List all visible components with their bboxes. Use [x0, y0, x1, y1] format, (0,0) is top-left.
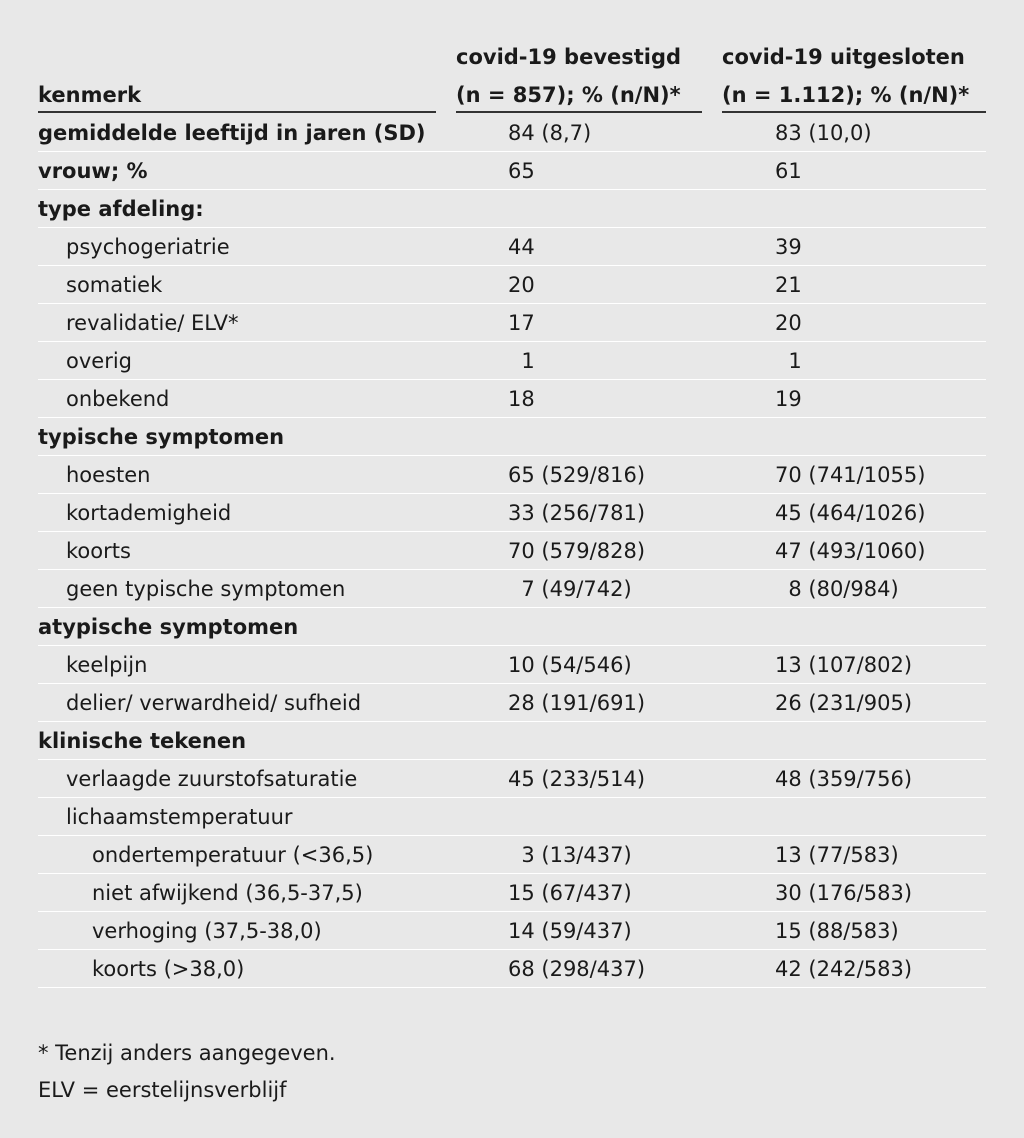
- row-label: niet afwijkend (36,5-37,5): [92, 881, 363, 905]
- table-header: [0, 0, 1024, 114]
- table-row: [0, 836, 1024, 874]
- table-row: [0, 874, 1024, 912]
- row-label: revalidatie/ ELV*: [66, 311, 239, 335]
- cell-bevestigd: 15 (67/437): [508, 881, 632, 905]
- table-row: [0, 646, 1024, 684]
- row-label: hoesten: [66, 463, 151, 487]
- table-row: [0, 950, 1024, 988]
- cell-uitgesloten: 70 (741/1055): [775, 463, 926, 487]
- row-section-label: atypische symptomen: [38, 615, 299, 639]
- row-section-label: gemiddelde leeftijd in jaren (SD): [38, 121, 426, 145]
- cell-uitgesloten: 30 (176/583): [775, 881, 913, 905]
- cell-uitgesloten: 42 (242/583): [775, 957, 913, 981]
- cell-uitgesloten: 13 (107/802): [775, 653, 913, 677]
- table-row: [0, 456, 1024, 494]
- table-row: [0, 152, 1024, 190]
- row-section-label: type afdeling:: [38, 197, 204, 221]
- cell-uitgesloten: 48 (359/756): [775, 767, 913, 791]
- row-label: verhoging (37,5-38,0): [92, 919, 322, 943]
- cell-uitgesloten: 1: [775, 349, 802, 373]
- table-row: [0, 190, 1024, 228]
- row-label: koorts (>38,0): [92, 957, 245, 981]
- cell-bevestigd: 1: [508, 349, 535, 373]
- cell-bevestigd: 3 (13/437): [508, 843, 632, 867]
- cell-bevestigd: 65: [508, 159, 535, 183]
- cell-uitgesloten: 8 (80/984): [775, 577, 899, 601]
- table-row: [0, 570, 1024, 608]
- header-col2-line2: (n = 1.112); % (n/N)*: [722, 83, 970, 107]
- header-rule-col1: [456, 111, 702, 113]
- header-rule-kenmerk: [38, 111, 436, 113]
- row-section-label: typische symptomen: [38, 425, 285, 449]
- table-row: [0, 608, 1024, 646]
- header-col-uitgesloten: [722, 38, 969, 114]
- cell-bevestigd: 17: [508, 311, 535, 335]
- header-kenmerk-label: kenmerk: [38, 83, 142, 107]
- cell-bevestigd: 18: [508, 387, 535, 411]
- table-row: [0, 304, 1024, 342]
- cell-uitgesloten: 47 (493/1060): [775, 539, 926, 563]
- row-label: lichaamstemperatuur: [66, 805, 293, 829]
- table-row: [0, 380, 1024, 418]
- cell-uitgesloten: 19: [775, 387, 802, 411]
- cell-bevestigd: 70 (579/828): [508, 539, 646, 563]
- row-section-label: vrouw; %: [38, 159, 148, 183]
- cell-uitgesloten: 13 (77/583): [775, 843, 899, 867]
- cell-bevestigd: 33 (256/781): [508, 501, 646, 525]
- cell-bevestigd: 14 (59/437): [508, 919, 632, 943]
- row-label: delier/ verwardheid/ sufheid: [66, 691, 362, 715]
- cell-uitgesloten: 61: [775, 159, 802, 183]
- cell-uitgesloten: 45 (464/1026): [775, 501, 926, 525]
- table-body: [0, 114, 1024, 988]
- cell-bevestigd: 45 (233/514): [508, 767, 646, 791]
- row-label: keelpijn: [66, 653, 148, 677]
- cell-uitgesloten: 39: [775, 235, 802, 259]
- row-label: overig: [66, 349, 132, 373]
- row-label: ondertemperatuur (<36,5): [92, 843, 374, 867]
- header-rule-col2: [722, 111, 986, 113]
- table-row: [0, 418, 1024, 456]
- footnote-tenzij: * Tenzij anders aangegeven.: [38, 1041, 336, 1065]
- cell-bevestigd: 7 (49/742): [508, 577, 632, 601]
- cell-bevestigd: 28 (191/691): [508, 691, 646, 715]
- cell-bevestigd: 84 (8,7): [508, 121, 592, 145]
- cell-bevestigd: 68 (298/437): [508, 957, 646, 981]
- cell-bevestigd: 44: [508, 235, 535, 259]
- row-divider: [38, 987, 986, 988]
- footnote-elv: ELV = eerstelijnsverblijf: [38, 1078, 287, 1102]
- cell-uitgesloten: 26 (231/905): [775, 691, 913, 715]
- table-row: [0, 532, 1024, 570]
- table-row: [0, 722, 1024, 760]
- header-col2-line1: covid-19 uitgesloten: [722, 45, 965, 69]
- header-col-bevestigd: [456, 38, 681, 114]
- table-row: [0, 114, 1024, 152]
- cell-uitgesloten: 21: [775, 273, 802, 297]
- cell-bevestigd: 20: [508, 273, 535, 297]
- row-label: verlaagde zuurstofsaturatie: [66, 767, 358, 791]
- row-label: psychogeriatrie: [66, 235, 230, 259]
- table-row: [0, 684, 1024, 722]
- header-kenmerk: [38, 76, 141, 114]
- row-label: kortademigheid: [66, 501, 232, 525]
- table-row: [0, 798, 1024, 836]
- row-label: onbekend: [66, 387, 170, 411]
- table-row: [0, 228, 1024, 266]
- cell-uitgesloten: 20: [775, 311, 802, 335]
- table-row: [0, 342, 1024, 380]
- row-label: koorts: [66, 539, 131, 563]
- header-col1-line2: (n = 857); % (n/N)*: [456, 83, 681, 107]
- row-label: somatiek: [66, 273, 163, 297]
- table-row: [0, 266, 1024, 304]
- table-row: [0, 912, 1024, 950]
- row-section-label: klinische tekenen: [38, 729, 247, 753]
- cell-uitgesloten: 15 (88/583): [775, 919, 899, 943]
- cell-bevestigd: 65 (529/816): [508, 463, 646, 487]
- table-row: [0, 494, 1024, 532]
- header-col1-line1: covid-19 bevestigd: [456, 45, 682, 69]
- row-label: geen typische symptomen: [66, 577, 346, 601]
- cell-bevestigd: 10 (54/546): [508, 653, 632, 677]
- cell-uitgesloten: 83 (10,0): [775, 121, 872, 145]
- table-row: [0, 760, 1024, 798]
